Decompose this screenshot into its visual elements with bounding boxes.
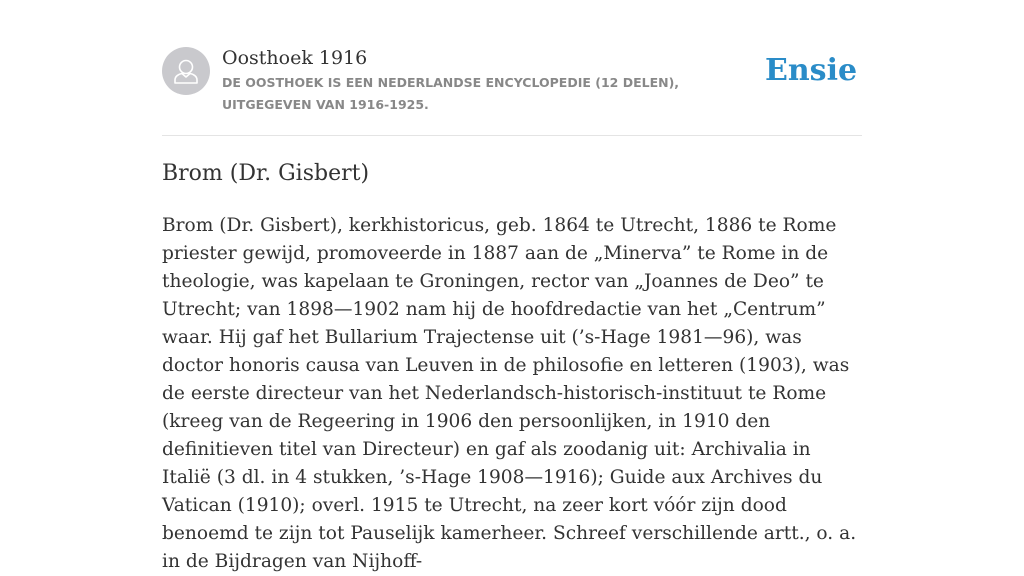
avatar[interactable] — [162, 47, 210, 95]
source-header — [162, 46, 862, 136]
user-icon — [162, 47, 210, 95]
article-title: Brom (Dr. Gisbert) — [162, 161, 370, 186]
header-divider — [162, 135, 862, 136]
article-body: Brom (Dr. Gisbert), kerkhistoricus, geb. 1864 te Utrecht, 1886 te Rome priester gewijd, promoveerde in 1887 aan de „Minerva” te Rome in de theologie, was kapelaan te Groningen, rector van „Joannes de Deo” te Utrecht; van 1898—1902 nam hij de hoofdredactie van het „Centrum” waar. Hij gaf het Bullarium Trajectense uit (’s-Hage 1981—96), was doctor honoris causa van Leuven in de philosofie en letteren (1903), was de eerste directeur van het Nederlandsch-historisch-instituut te Rome (kreeg van de Regeering in 1906 den persoonlijken, in 1910 den definitieven titel van Directeur) en gaf als zoodanig uit: Archivalia in Italië (3 dl. in 4 stukken, ’s-Hage 1908—1916); Guide aux Archives du Vatican (1910); overl. 1915 te Utrecht, na zeer kort vóór zijn dood benoemd te zijn tot Pauselijk kamerheer. Schreef verschillende artt., o. a. in de Bijdragen van Nijhoff- — [162, 215, 857, 572]
ensie-logo[interactable]: Ensie — [765, 53, 858, 88]
source-description: DE OOSTHOEK IS EEN NEDERLANDSE ENCYCLOPEDIE (12 DELEN), UITGEGEVEN VAN 1916-1925. — [222, 75, 680, 112]
source-title[interactable]: Oosthoek 1916 — [222, 47, 368, 69]
